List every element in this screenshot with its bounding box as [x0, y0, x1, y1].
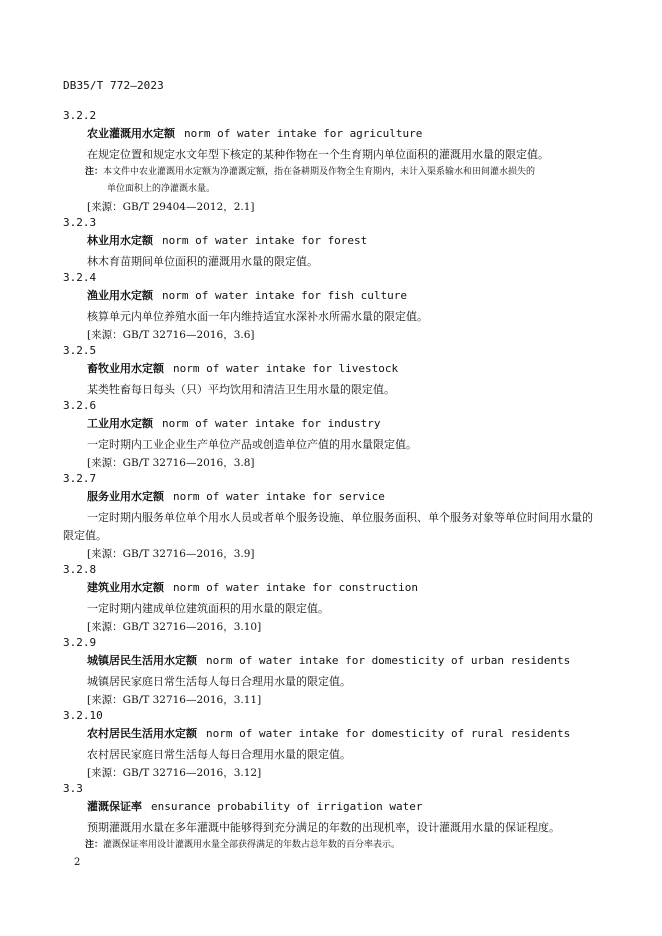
term-entry [63, 783, 593, 854]
term-number: 3.2.10 [63, 709, 103, 722]
term-title [63, 290, 593, 302]
term-note [63, 164, 593, 198]
term-en: norm of water intake for forest [162, 234, 368, 247]
term-number: 3.2.5 [63, 344, 97, 357]
term-title [63, 728, 593, 740]
term-zh: 工业用水定额 [87, 417, 153, 430]
term-en: norm of water intake for construction [173, 581, 419, 594]
term-zh: 城镇居民生活用水定额 [87, 654, 197, 667]
term-title [63, 655, 593, 667]
document-id: DB35/T 772—2023 [63, 79, 164, 92]
term-zh: 农村居民生活用水定额 [87, 727, 197, 740]
note-text: 灌溉保证率用设计灌溉用水量全部获得满足的年数占总年数的百分率表示。 [103, 840, 401, 850]
term-source: [来源：GB/T 32716—2016，3.11] [87, 694, 262, 706]
term-number: 3.2.7 [63, 472, 97, 485]
note-text: 本文件中农业灌溉用水定额为净灌溉定额，指在备耕期及作物全生育期内，未计入渠系输水和田间灌水损失的 [103, 167, 536, 177]
term-title [63, 418, 593, 430]
term-definition: 农村居民家庭日常生活每人每日合理用水量的限定值。 [87, 748, 351, 761]
term-en: ensurance probability of irrigation water [151, 800, 423, 813]
term-entry [63, 473, 593, 563]
note-label: 注： [85, 840, 104, 850]
term-definition: 一定时期内服务单位单个用水人员或者单个服务设施、单位服务面积、单个服务对象等单位时间用水量的限定值。 [63, 511, 593, 542]
term-source: [来源：GB/T 29404—2012，2.1] [87, 201, 255, 213]
term-number: 3.2.4 [63, 271, 97, 284]
term-zh: 畜牧业用水定额 [87, 362, 164, 375]
term-entry [63, 272, 593, 344]
page-number: 2 [74, 857, 81, 868]
term-en: norm of water intake for livestock [173, 362, 399, 375]
term-number: 3.2.6 [63, 399, 97, 412]
term-title [63, 491, 593, 503]
term-zh: 服务业用水定额 [87, 490, 164, 503]
term-definition: 某类牲畜每日每头（只）平均饮用和清洁卫生用水量的限定值。 [87, 383, 395, 396]
term-number: 3.2.2 [63, 109, 97, 122]
term-entry [63, 110, 593, 216]
term-title [63, 363, 593, 375]
term-definition: 城镇居民家庭日常生活每人每日合理用水量的限定值。 [87, 675, 351, 688]
term-definition: 核算单元内单位养殖水面一年内维持适宜水深补水所需水量的限定值。 [87, 310, 428, 323]
term-zh: 农业灌溉用水定额 [87, 127, 175, 140]
term-entry [63, 400, 593, 472]
term-definition: 一定时期内建成单位建筑面积的用水量的限定值。 [87, 602, 329, 615]
term-note [63, 837, 593, 854]
term-title [63, 582, 593, 594]
term-title [63, 801, 593, 813]
term-number: 3.2.8 [63, 563, 97, 576]
term-title [63, 235, 593, 247]
term-en: norm of water intake for domesticity of urban residents [206, 654, 571, 667]
term-number: 3.2.9 [63, 636, 97, 649]
term-number: 3.3 [63, 782, 83, 795]
term-definition: 林木育苗期间单位面积的灌溉用水量的限定值。 [87, 255, 318, 268]
term-en: norm of water intake for service [173, 490, 385, 503]
term-entry [63, 710, 593, 782]
term-definition: 预期灌溉用水量在多年灌溉中能够得到充分满足的年数的出现机率，设计灌溉用水量的保证程度。 [87, 821, 560, 834]
term-en: norm of water intake for industry [162, 417, 381, 430]
term-zh: 林业用水定额 [87, 234, 153, 247]
term-zh: 灌溉保证率 [87, 800, 142, 813]
term-zh: 渔业用水定额 [87, 289, 153, 302]
term-en: norm of water intake for agriculture [184, 127, 423, 140]
term-en: norm of water intake for domesticity of rural residents [206, 727, 571, 740]
note-label: 注： [85, 167, 104, 177]
term-source: [来源：GB/T 32716—2016，3.8] [87, 457, 255, 469]
term-entry [63, 345, 593, 399]
term-source: [来源：GB/T 32716—2016，3.10] [87, 621, 262, 633]
term-definition: 在规定位置和规定水文年型下核定的某种作物在一个生育期内单位面积的灌溉用水量的限定值。 [87, 148, 549, 161]
term-source: [来源：GB/T 32716—2016，3.9] [87, 548, 255, 560]
term-number: 3.2.3 [63, 216, 97, 229]
term-source: [来源：GB/T 32716—2016，3.12] [87, 767, 262, 779]
term-title [63, 128, 593, 140]
term-entry [63, 637, 593, 709]
terms-section [63, 110, 593, 855]
term-definition: 一定时期内工业企业生产单位产品或创造单位产值的用水量限定值。 [87, 438, 417, 451]
note-text-continued: 单位面积上的净灌溉水量。 [107, 184, 216, 194]
term-source: [来源：GB/T 32716—2016，3.6] [87, 329, 255, 341]
term-entry [63, 564, 593, 636]
term-entry [63, 217, 593, 271]
term-en: norm of water intake for fish culture [162, 289, 408, 302]
term-zh: 建筑业用水定额 [87, 581, 164, 594]
